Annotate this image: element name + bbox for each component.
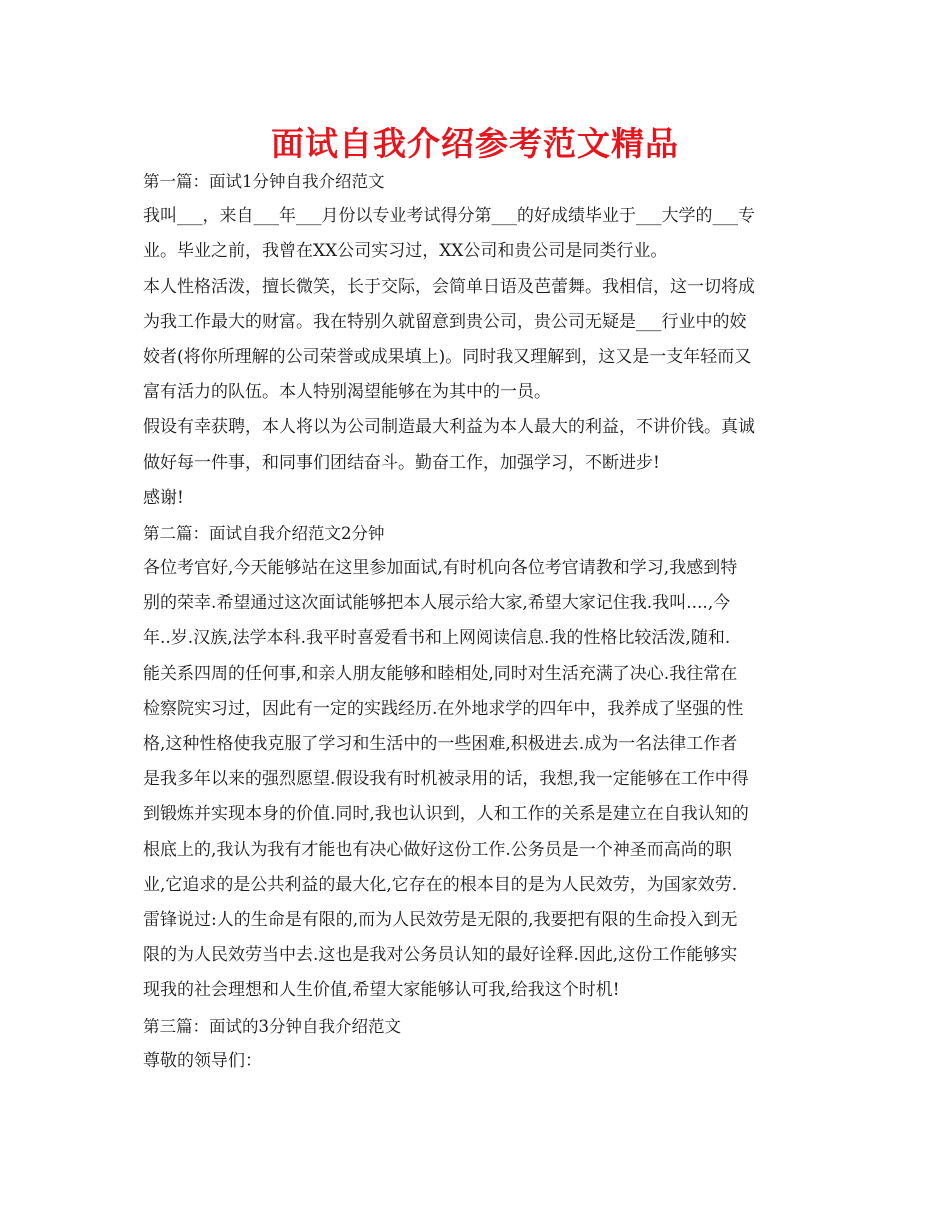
paragraph-line: 到锻炼并实现本身的价值.同时,我也认识到，人和工作的关系是建立在自我认知的 (143, 804, 749, 825)
paragraph-line: 业,它追求的是公共利益的最大化,它存在的根本目的是为人民效劳，为国家效劳. (143, 874, 738, 895)
paragraph-line: 假设有幸获聘，本人将以为公司制造最大利益为本人最大的利益，不讲价钱。真诚 (143, 417, 755, 438)
paragraph-line: 各位考官好,今天能够站在这里参加面试,有时机向各位考官请教和学习,我感到特 (143, 558, 738, 579)
paragraph-line: 姣者(将你所理解的公司荣誉或成果填上)。同时我又理解到，这又是一支年轻而又 (143, 346, 752, 367)
paragraph-line: 格,这种性格使我克服了学习和生活中的一些困难,积极进去.成为一名法律工作者 (143, 734, 738, 754)
paragraph-line: 雷锋说过:人的生命是有限的,而为人民效劳是无限的,我要把有限的生命投入到无 (143, 909, 738, 930)
document-title: 面试自我介绍参考范文精品 (271, 124, 679, 163)
section-heading-2: 第二篇：面试自我介绍范文2分钟 (143, 523, 385, 543)
paragraph-line: 年..岁.汉族,法学本科.我平时喜爱看书和上网阅读信息.我的性格比较活泼,随和. (143, 628, 731, 649)
paragraph-line: 限的为人民效劳当中去.这也是我对公务员认知的最好诠释.因此,这份工作能够实 (143, 945, 738, 966)
paragraph-line: 尊敬的领导们： (143, 1050, 262, 1071)
paragraph-line: 检察院实习过，因此有一定的实践经历.在外地求学的四年中，我养成了坚强的性 (143, 698, 744, 719)
paragraph-line: 别的荣幸.希望通过这次面试能够把本人展示给大家,希望大家记住我.我叫....,今 (143, 593, 731, 614)
section-heading-1: 第一篇：面试1分钟自我介绍范文 (143, 172, 385, 191)
paragraph-line: 能关系四周的任何事,和亲人朋友能够和睦相处,同时对生活充满了决心.我往常在 (143, 663, 738, 684)
paragraph-line: 我叫___，来自___年___月份以专业考试得分第___的好成绩毕业于___大学的___专 (143, 206, 755, 227)
section-heading-3: 第三篇：面试的3分钟自我介绍范文 (143, 1016, 401, 1036)
paragraph-line: 富有活力的队伍。本人特别渴望能够在为其中的一员。 (143, 382, 551, 403)
paragraph-line: 是我多年以来的强烈愿望.假设我有时机被录用的话，我想,我一定能够在工作中得 (143, 769, 749, 790)
paragraph-line: 业。毕业之前，我曾在XX公司实习过，XX公司和贵公司是同类行业。 (143, 241, 668, 262)
paragraph-line: 感谢! (143, 487, 184, 508)
paragraph-line: 做好每一件事，和同事们团结奋斗。勤奋工作，加强学习，不断进步! (143, 452, 660, 473)
paragraph-line: 根底上的,我认为我有才能也有决心做好这份工作.公务员是一个神圣而高尚的职 (143, 839, 732, 860)
paragraph-line: 现我的社会理想和人生价值,希望大家能够认可我,给我这个时机! (143, 980, 620, 1001)
paragraph-line: 为我工作最大的财富。我在特别久就留意到贵公司，贵公司无疑是___行业中的姣 (143, 311, 747, 332)
document-body (143, 164, 811, 1079)
paragraph-line: 本人性格活泼，擅长微笑，长于交际，会简单日语及芭蕾舞。我相信，这一切将成 (143, 276, 755, 297)
